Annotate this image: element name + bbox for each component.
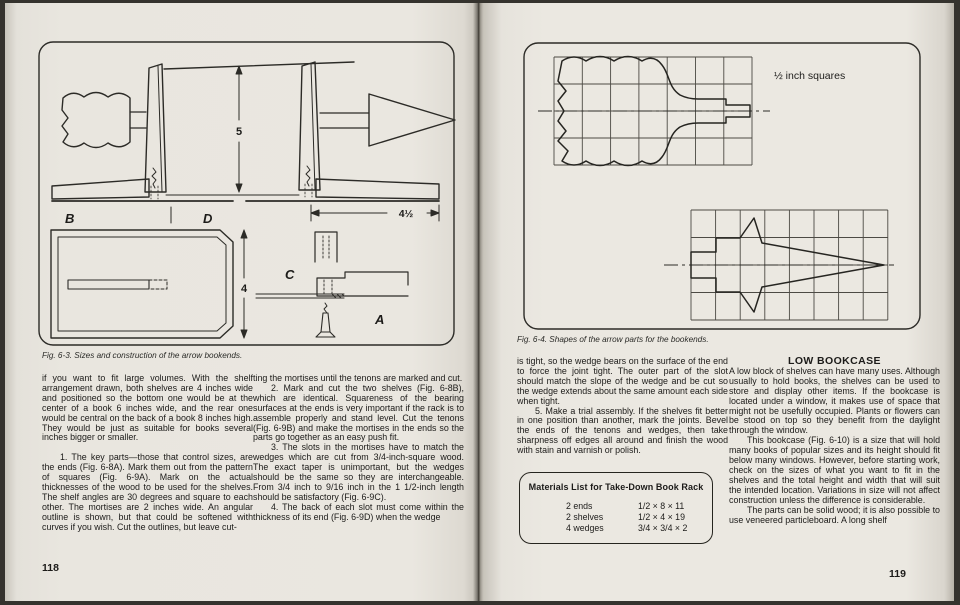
low-bookcase-heading: LOW BOOKCASE: [788, 355, 881, 367]
figure-border: [524, 43, 920, 329]
materials-size: 3/4 × 3/4 × 2: [638, 522, 688, 533]
text-column-119-left: [517, 357, 728, 544]
mortise-detail: [315, 232, 337, 262]
materials-list-box: [519, 472, 713, 544]
text-column-118-left: [42, 374, 253, 533]
figure-6-4: [522, 41, 922, 331]
right-shelf-edge: [316, 179, 439, 199]
wedge-mark: [152, 168, 156, 188]
paragraph: 1. The key parts—those that control sizes, are the ends (Fig. 6-8A). Mark them out from the pattern of squares (Fig. 6-9A). Mark on the actual thicknesses of the wood to be used for the shelves. The shelf angles are 30 degrees and square to each other. The mortises are 2 inches wide. An angular outline is shown, but that could be softened with curves if you wish. Cut the outlines, but leave cut-: [42, 452, 253, 532]
materials-item: 2 ends: [566, 500, 593, 511]
page-number-118: 118: [42, 562, 59, 574]
paragraph: 5. Make a trial assembly. If the shelves fit better in one position than another, mark the joints. Bevel the ends of the tenons and wedges, then take sharpness off edges all around and finish the wood with stain and varnish or polish.: [517, 405, 728, 456]
page-number-119: 119: [889, 568, 906, 580]
materials-size: 1/2 × 8 × 11: [638, 500, 685, 511]
paragraph: ting the mortises until the tenons are marked and cut.: [253, 373, 463, 383]
materials-item: 2 shelves: [566, 511, 604, 522]
dim-4-label: 4: [240, 283, 248, 295]
materials-size: 1/2 × 4 × 19: [638, 511, 685, 522]
left-shelf-edge: [52, 179, 149, 199]
paragraph: if you want to fit large volumes. With the shelf arrangement drawn, both shelves are 4 inches wide and positioned so the bottom one would be at the center of a book 6 inches wide, and the rear one would be central on the back of a book 8 inches high. They would be just as suitable for books several inches bigger or smaller.: [42, 373, 253, 443]
materials-row: [528, 501, 704, 512]
wedge-mark: [306, 166, 310, 186]
dim-4half-label: 4½: [398, 208, 414, 220]
fletching-shape: [62, 93, 146, 148]
part-d-label: D: [203, 211, 213, 226]
paragraph: 4. The back of each slot must come within the thickness of its end (Fig. 6-9D) when the wedge: [253, 501, 464, 522]
caption-fig-6-3: Fig. 6-3. Sizes and construction of the arrow bookends.: [42, 351, 243, 360]
materials-list-title: Materials List for Take-Down Book Rack: [528, 482, 704, 493]
top-reference-line: [164, 62, 354, 69]
base-plan-view: [51, 230, 233, 338]
paragraph: This bookcase (Fig. 6-10) is a size that will hold many books of popular sizes and its height should fit below many windows. However, before starting work, check on the sizes of what you want to fit in the shelves and the total height and width that will suit the intended location. Variations in size will not affect construction unless the difference is considerable.: [729, 435, 940, 505]
dimension-shelf-4half: [311, 205, 439, 221]
figure-6-3: [37, 40, 456, 347]
text-column-118-right: [253, 374, 464, 523]
tenon-detail: [317, 272, 408, 296]
grid-scale-label: ½ inch squares: [774, 70, 846, 82]
dim-5-label: 5: [235, 126, 243, 138]
paragraph: The parts can be solid wood; it is also possible to use veneered particleboard. A long shelf: [729, 504, 940, 525]
materials-row: [528, 512, 704, 523]
paragraph: 2. Mark and cut the two shelves (Fig. 6-8B), which are identical. Squareness of the bearing surfaces at the ends is very important if the rack is to assemble properly and stand level. Cut the tenons (Fig. 6-9B) and make the mortises in the ends so the parts go together as an easy push fit.: [253, 382, 464, 443]
paragraph: 3. The slots in the mortises have to match the wedges which are cut from 3/4-inch-square wood. The exact taper is unimportant, but the wedges should be the same so they are interchangeable. From 3/4 inch to 9/16 inch in the 1 1/2-inch length should be satisfactory (Fig. 6-9C).: [253, 442, 464, 502]
text-column-119-right: [729, 357, 940, 525]
spine-shadow: [473, 3, 483, 601]
materials-row: [528, 523, 704, 534]
wedge-detail: [316, 303, 335, 337]
right-upright-end: [299, 62, 320, 197]
part-a-label: A: [375, 312, 385, 327]
materials-item: 4 wedges: [566, 522, 604, 533]
caption-fig-6-4: Fig. 6-4. Shapes of the arrow parts for the bookends.: [517, 335, 709, 344]
part-b-label: B: [65, 211, 75, 226]
part-c-label: C: [285, 267, 295, 282]
arrowhead-shape: [320, 94, 455, 146]
paragraph: is tight, so the wedge bears on the surface of the end to force the joint tight. The outer part of the slot should match the slope of the wedge and be cut so the wedge extends about the same amount each side when tight.: [517, 356, 728, 406]
paragraph: A low block of shelves can have many uses. Although usually to hold books, the shelves can be used to store and display other items. If the bookcase is located under a window, it makes use of space that might not be usefully occupied. Plants or flowers can be stood on top so they benefit from the daylight through the window.: [729, 365, 940, 436]
figure-border: [39, 42, 454, 345]
